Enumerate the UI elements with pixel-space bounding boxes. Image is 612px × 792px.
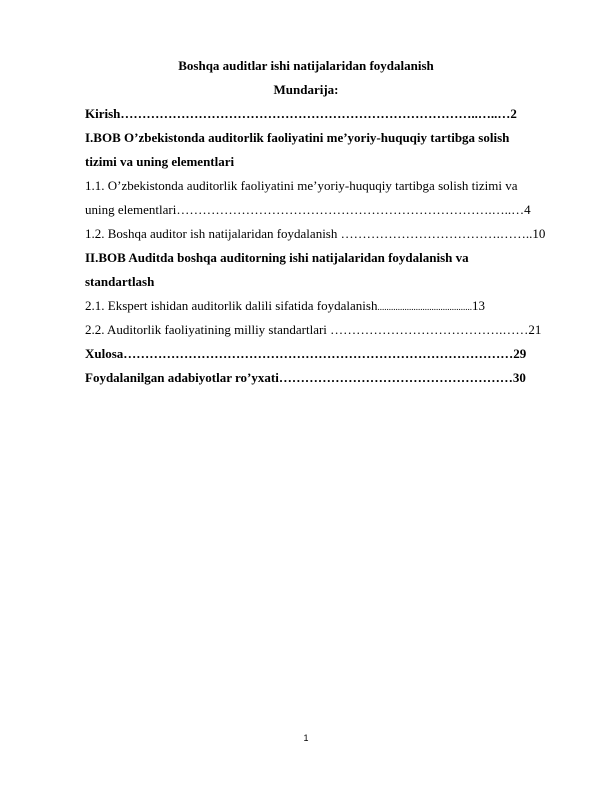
toc-title: Mundarija: [273,82,339,97]
toc-chapter2-title: II.BOB Auditda boshqa auditorning ishi natijalaridan foydalanish va [85,250,469,265]
toc-chapter2-title-cont: standartlash [85,274,155,289]
toc-entry-2-1-text: 2.1. Ekspert ishidan auditorlik dalili sifatida foydalanish [85,298,378,313]
toc-entry-2-1-leader: .......................................... [377,302,472,312]
toc-entry-2-1-page: 13 [471,298,485,313]
toc-entry-1-2: 1.2. Boshqa auditor ish natijalaridan foydalanish ……………………………….……..10 [85,226,546,241]
toc-entry-1-1: 1.1. O’zbekistonda auditorlik faoliyatini me’yoriy-huquqiy tartibga solish tizimi va [85,178,518,193]
toc-chapter1-title: I.BOB O’zbekistonda auditorlik faoliyatini me’yoriy-huquqiy tartibga solish [85,130,510,145]
page-number: 1 [303,733,309,743]
toc-entry-intro: Kirish………………………………………………………………………..…..…2 [85,106,517,121]
toc-chapter1-title-cont: tizimi va uning elementlari [85,154,235,169]
toc-entry-conclusion: Xulosa………………………………………………………………………………29 [85,346,527,361]
toc-entry-1-1-cont: uning elementlari……………………………………………………………….…..…4 [85,202,531,217]
toc-entry-2-1 [85,298,485,314]
document-heading: Boshqa auditlar ishi natijalaridan foydalanish [178,58,434,73]
toc-entry-2-2: 2.2. Auditorlik faoliyatining milliy standartlari ………………………………….……21 [85,322,542,337]
toc-entry-references: Foydalanilgan adabiyotlar ro’yxati………………………………………………30 [85,370,526,385]
